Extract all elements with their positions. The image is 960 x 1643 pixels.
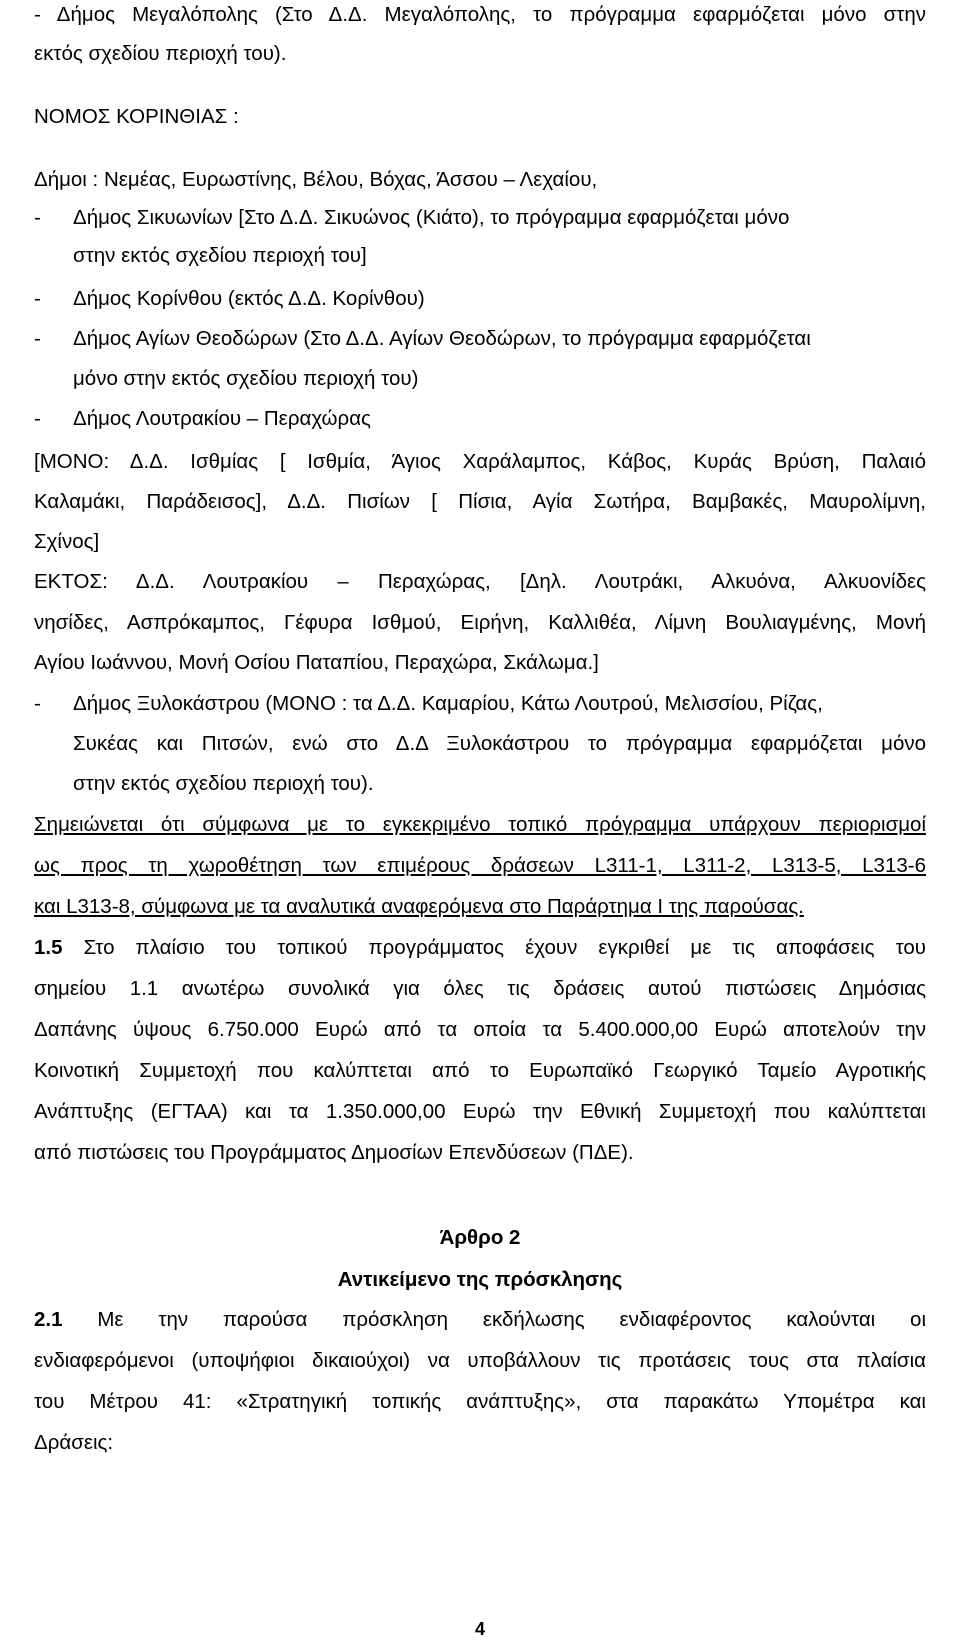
note-line: ως προς τη χωροθέτηση των επιμέρους δράσεων L311-1, L311-2, L313-5, L313-6 (34, 854, 926, 877)
text-line: Καλαμάκι, Παράδεισος], Δ.Δ. Πισίων [ Πίσια, Αγία Σωτήρα, Βαμβακές, Μαυρολίμνη, (34, 490, 926, 513)
note-line: και L313-8, σύμφωνα με τα αναλυτικά αναφερόμενα στο Παράρτημα Ι της παρούσας. (34, 895, 804, 918)
text-line: από πιστώσεις του Προγράμματος Δημοσίων Επενδύσεων (ΠΔΕ). (34, 1141, 634, 1164)
list-item (34, 286, 926, 312)
section-label: ΝΟΜΟΣ ΚΟΡΙΝΘΙΑΣ : (34, 105, 239, 128)
list-item (34, 326, 926, 352)
list-item (34, 691, 926, 717)
text-line: Συκέας και Πιτσών, ενώ στο Δ.Δ Ξυλοκάστρου το πρόγραμμα εφαρμόζεται μόνο (73, 732, 926, 755)
text-line: ενδιαφερόμενοι (υποψήφιοι δικαιούχοι) να υποβάλλουν τις προτάσεις τους στα πλαίσια (34, 1349, 926, 1372)
text-line: - Δήμος Μεγαλόπολης (Στο Δ.Δ. Μεγαλόπολης, το πρόγραμμα εφαρμόζεται μόνο στην (34, 3, 926, 26)
text-line: ΕΚΤΟΣ: Δ.Δ. Λουτρακίου – Περαχώρας, [Δηλ. Λουτράκι, Αλκυόνα, Αλκυονίδες (34, 570, 926, 593)
bullet-dash: - (34, 407, 41, 430)
paragraph-text: Στο πλαίσιο του τοπικού προγράμματος έχουν εγκριθεί με τις αποφάσεις του (83, 936, 926, 959)
list-item-text: Δήμος Σικυωνίων [Στο Δ.Δ. Σικυώνος (Κιάτο), το πρόγραμμα εφαρμόζεται μόνο (73, 206, 790, 229)
bullet-dash: - (34, 206, 41, 229)
article-heading: Άρθρο 2 (439, 1226, 521, 1249)
list-item-text: Δήμος Αγίων Θεοδώρων (Στο Δ.Δ. Αγίων Θεοδώρων, το πρόγραμμα εφαρμόζεται (73, 327, 811, 350)
article-subheading: Αντικείμενο της πρόσκλησης (337, 1268, 623, 1291)
clause-number: 1.5 (34, 936, 63, 959)
paragraph-text: Με την παρούσα πρόσκληση εκδήλωσης ενδιαφέροντος καλούνται οι (97, 1308, 926, 1331)
text-line: Ανάπτυξης (ΕΓΤΑΑ) και τα 1.350.000,00 Ευρώ την Εθνική Συμμετοχή που καλύπτεται (34, 1100, 926, 1123)
text-line: του Μέτρου 41: «Στρατηγική τοπικής ανάπτυξης», στα παρακάτω Υπομέτρα και (34, 1390, 926, 1413)
text-line: μόνο στην εκτός σχεδίου περιοχή του) (73, 367, 419, 390)
bullet-dash: - (34, 327, 41, 350)
bullet-dash: - (34, 692, 41, 715)
text-line: εκτός σχεδίου περιοχή του). (34, 42, 287, 65)
text-line: Αγίου Ιωάννου, Μονή Οσίου Παταπίου, Περαχώρα, Σκάλωμα.] (34, 651, 599, 674)
text-line: στην εκτός σχεδίου περιοχή του). (73, 772, 374, 795)
text-line: στην εκτός σχεδίου περιοχή του] (73, 244, 367, 267)
text-line: Σχίνος] (34, 530, 100, 553)
text-line: Δράσεις: (34, 1431, 114, 1454)
bullet-dash: - (34, 287, 41, 310)
list-item-text: Δήμος Ξυλοκάστρου (ΜΟΝΟ : τα Δ.Δ. Καμαρίου, Κάτω Λουτρού, Μελισσίου, Ρίζας, (73, 692, 823, 715)
list-item-text: Δήμος Λουτρακίου – Περαχώρας (73, 407, 371, 430)
list-item-text: Δήμος Κορίνθου (εκτός Δ.Δ. Κορίνθου) (73, 287, 425, 310)
page-number: 4 (474, 1619, 485, 1639)
paragraph-first-line (34, 935, 926, 961)
text-line: σημείου 1.1 ανωτέρω συνολικά για όλες τις δράσεις αυτού πιστώσεις Δημόσιας (34, 977, 926, 1000)
note-line: Σημειώνεται ότι σύμφωνα με το εγκεκριμένο τοπικό πρόγραμμα υπάρχουν περιορισμοί (34, 813, 926, 836)
clause-number: 2.1 (34, 1308, 63, 1331)
text-line: [ΜΟΝΟ: Δ.Δ. Ισθμίας [ Ισθμία, Άγιος Χαράλαμπος, Κάβος, Κυράς Βρύση, Παλαιό (34, 450, 926, 473)
text-line: Δαπάνης ύψους 6.750.000 Ευρώ από τα οποία τα 5.400.000,00 Ευρώ αποτελούν την (34, 1018, 926, 1041)
list-item (34, 205, 926, 231)
text-line: Κοινοτική Συμμετοχή που καλύπτεται από το Ευρωπαϊκό Γεωργικό Ταμείο Αγροτικής (34, 1059, 926, 1082)
list-item (34, 406, 926, 432)
text-line: Δήμοι : Νεμέας, Ευρωστίνης, Βέλου, Βόχας, Άσσου – Λεχαίου, (34, 168, 598, 191)
paragraph-first-line (34, 1307, 926, 1333)
text-line: νησίδες, Ασπρόκαμπος, Γέφυρα Ισθμού, Ειρήνη, Καλλιθέα, Λίμνη Βουλιαγμένης, Μονή (34, 611, 926, 634)
